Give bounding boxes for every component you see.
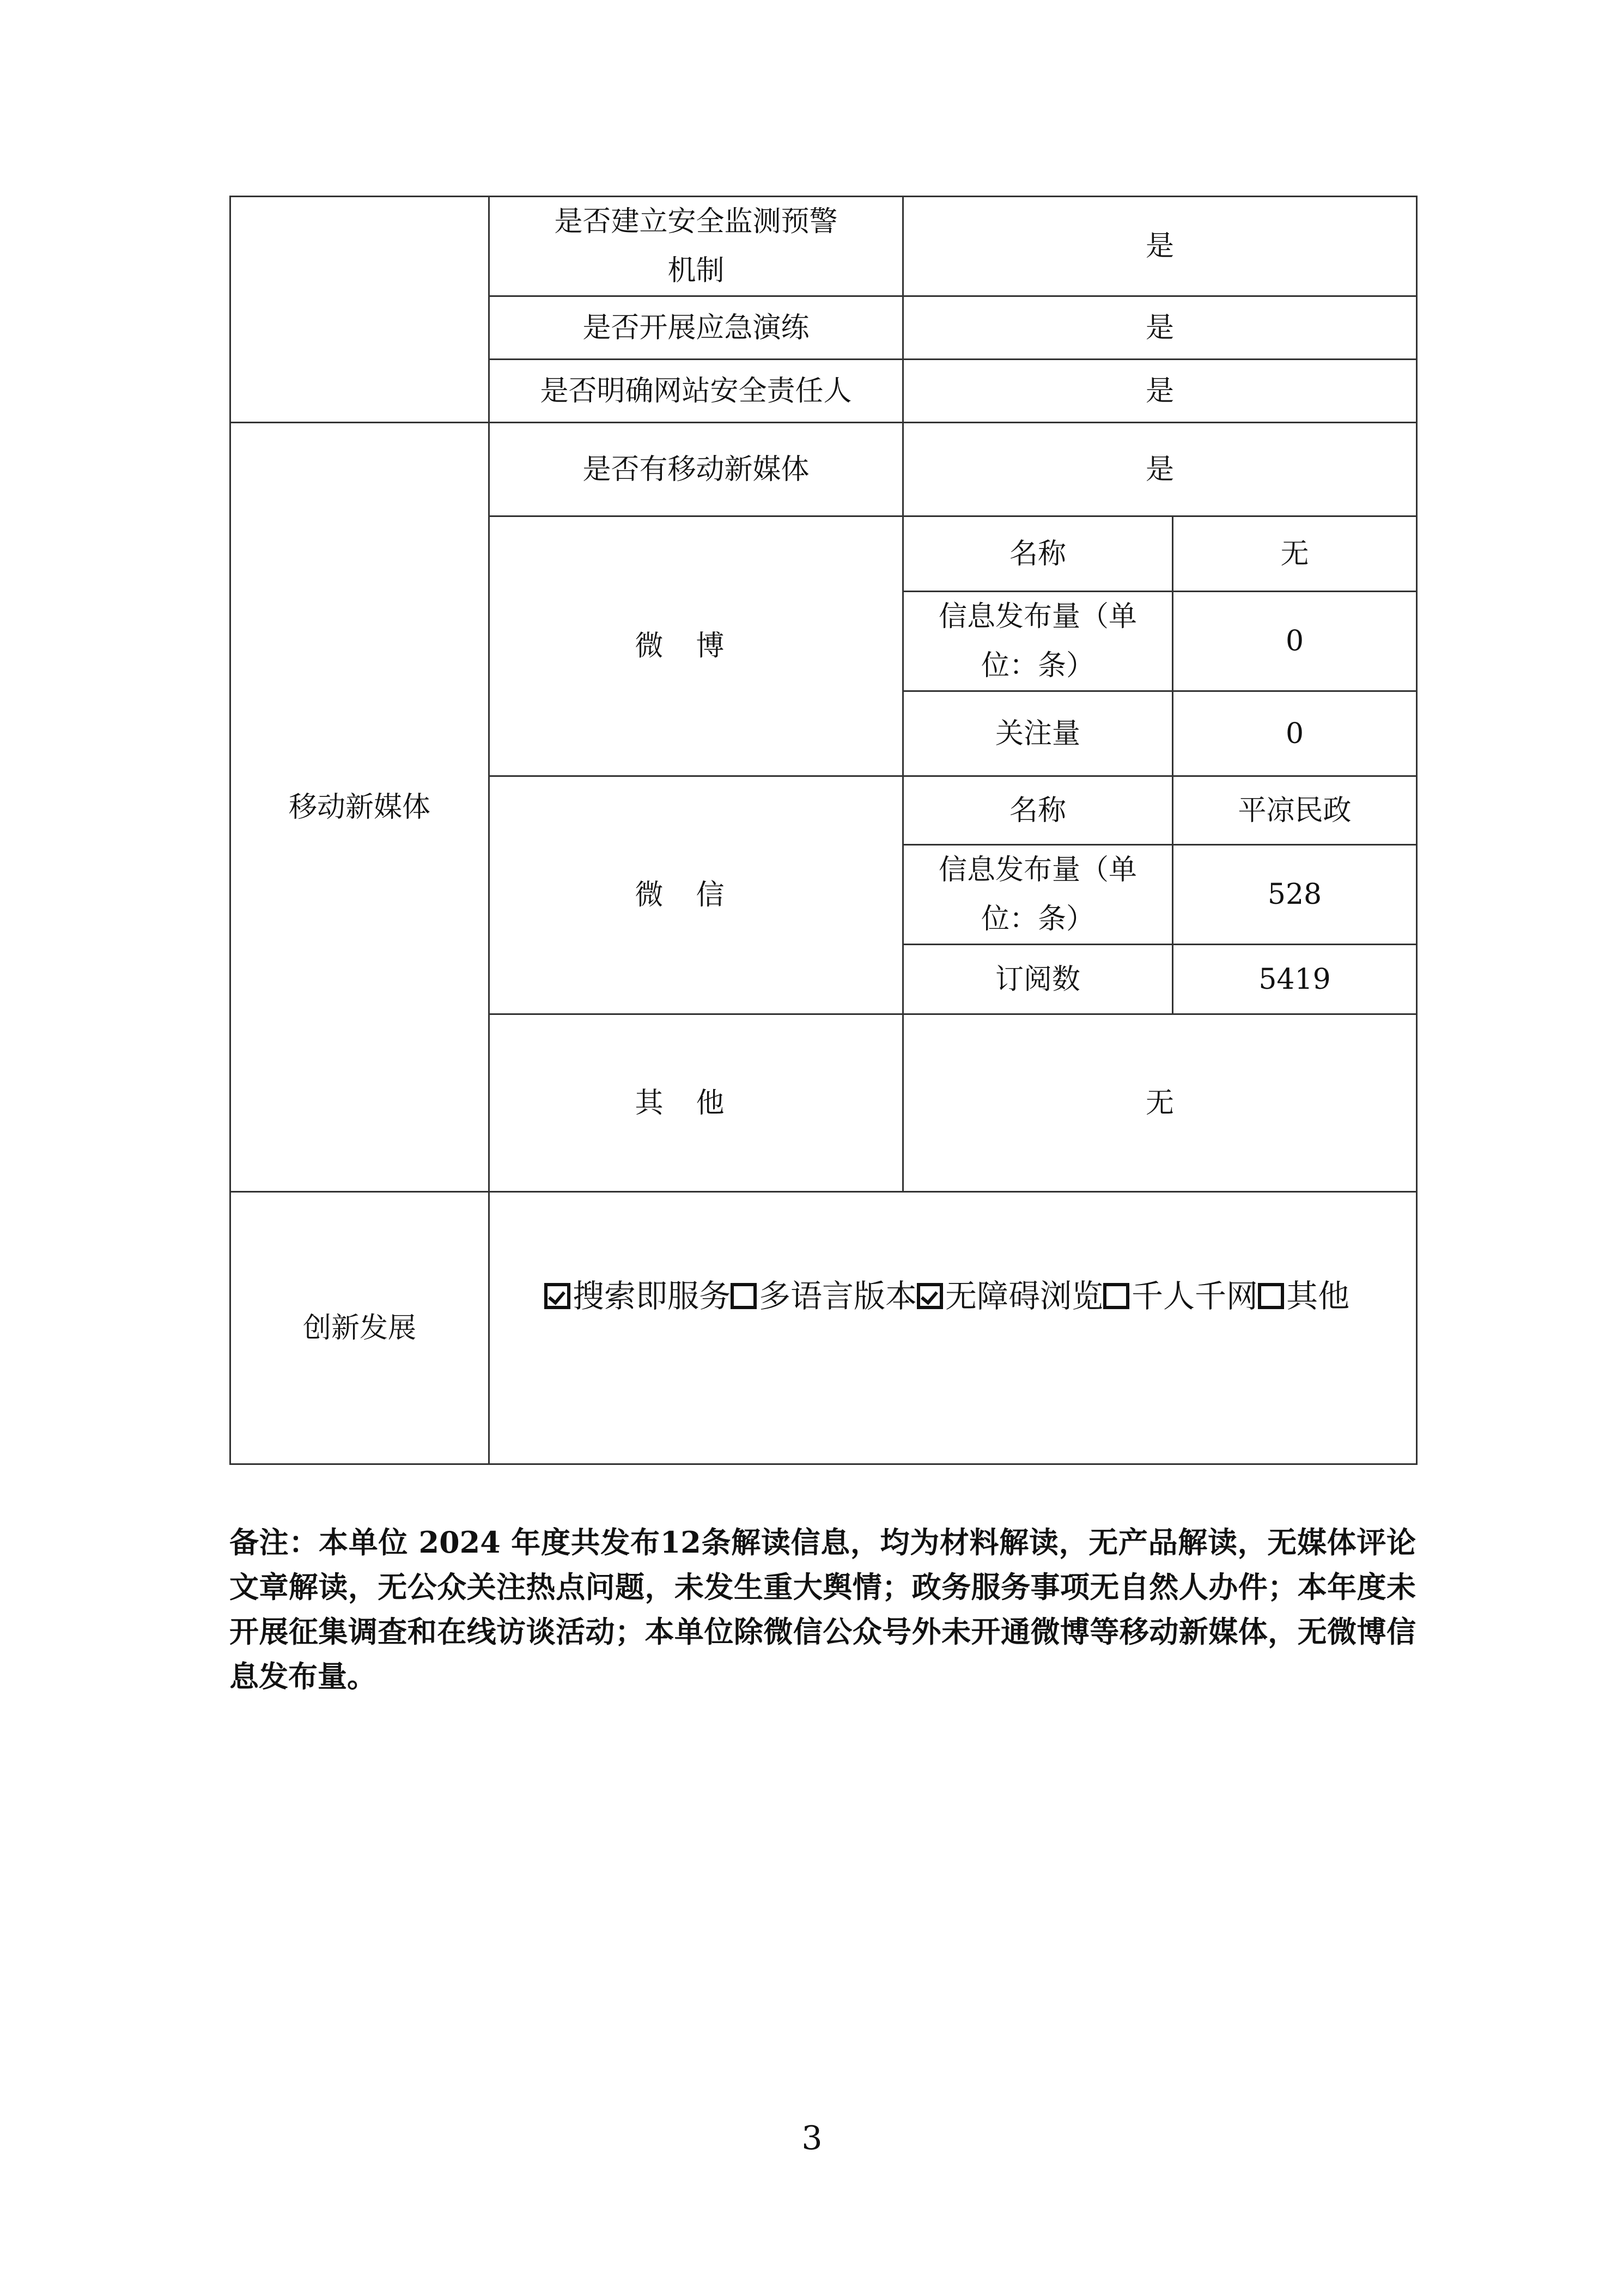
- option-other[interactable]: 其他: [1258, 1274, 1349, 1318]
- weibo-name-value: 无: [1173, 516, 1417, 592]
- mobile-media-category: 移动新媒体: [230, 423, 489, 1192]
- table-row: [230, 197, 1417, 296]
- wechat-subscribe-value: 5419: [1173, 945, 1417, 1014]
- innovation-options-cell: [489, 1192, 1417, 1464]
- page-number: 3: [801, 2119, 823, 2157]
- info-table: [229, 196, 1418, 1465]
- checkbox-empty-icon[interactable]: [1103, 1283, 1129, 1309]
- weibo-follow-value: 0: [1173, 691, 1417, 776]
- wechat-subscribe-label: 订阅数: [903, 945, 1173, 1014]
- checkbox-checked-icon[interactable]: [917, 1283, 943, 1309]
- row-value: 是: [903, 296, 1417, 360]
- weibo-name-label: 名称: [903, 516, 1173, 592]
- weibo-follow-label: 关注量: [903, 691, 1173, 776]
- option-accessibility[interactable]: 无障碍浏览: [917, 1274, 1103, 1318]
- remarks-note: 备注：本单位 2024 年度共发布12条解读信息，均为材料解读，无产品解读，无媒体评论文章解读，无公众关注热点问题，未发生重大舆情；政务服务事项无自然人办件；本年度未开展征集调查和在线访谈活动；本单位除微信公众号外未开通微博等移动新媒体，无微博信息发布量。: [229, 1525, 1416, 1694]
- row-label: 是否开展应急演练: [489, 296, 903, 360]
- wechat-name-label: 名称: [903, 776, 1173, 845]
- option-personalized[interactable]: 千人千网: [1103, 1274, 1258, 1318]
- wechat-label: 微信: [489, 776, 903, 1014]
- other-value: 无: [903, 1014, 1417, 1192]
- option-multilingual[interactable]: 多语言版本: [731, 1274, 917, 1318]
- other-label: 其他: [489, 1014, 903, 1192]
- wechat-publish-label: 信息发布量（单位：条）: [903, 845, 1173, 945]
- has-mobile-label: 是否有移动新媒体: [489, 423, 903, 516]
- has-mobile-value: 是: [903, 423, 1417, 516]
- security-category-cell: [230, 197, 489, 423]
- innovation-label: 创新发展: [230, 1192, 489, 1464]
- innovation-options: [544, 1274, 1409, 1320]
- wechat-name-value: 平凉民政: [1173, 776, 1417, 845]
- table-row: [230, 1192, 1417, 1464]
- row-value: 是: [903, 197, 1417, 296]
- row-value: 是: [903, 360, 1417, 423]
- option-search-service[interactable]: 搜索即服务: [544, 1274, 731, 1318]
- row-label: 是否建立安全监测预警机制: [489, 197, 903, 296]
- weibo-publish-value: 0: [1173, 592, 1417, 691]
- checkbox-empty-icon[interactable]: [731, 1283, 757, 1309]
- wechat-publish-value: 528: [1173, 845, 1417, 945]
- checkbox-empty-icon[interactable]: [1258, 1283, 1284, 1309]
- weibo-publish-label: 信息发布量（单位：条）: [903, 592, 1173, 691]
- row-label: 是否明确网站安全责任人: [489, 360, 903, 423]
- checkbox-checked-icon[interactable]: [544, 1283, 570, 1309]
- weibo-label: 微博: [489, 516, 903, 776]
- table-row: [230, 423, 1417, 516]
